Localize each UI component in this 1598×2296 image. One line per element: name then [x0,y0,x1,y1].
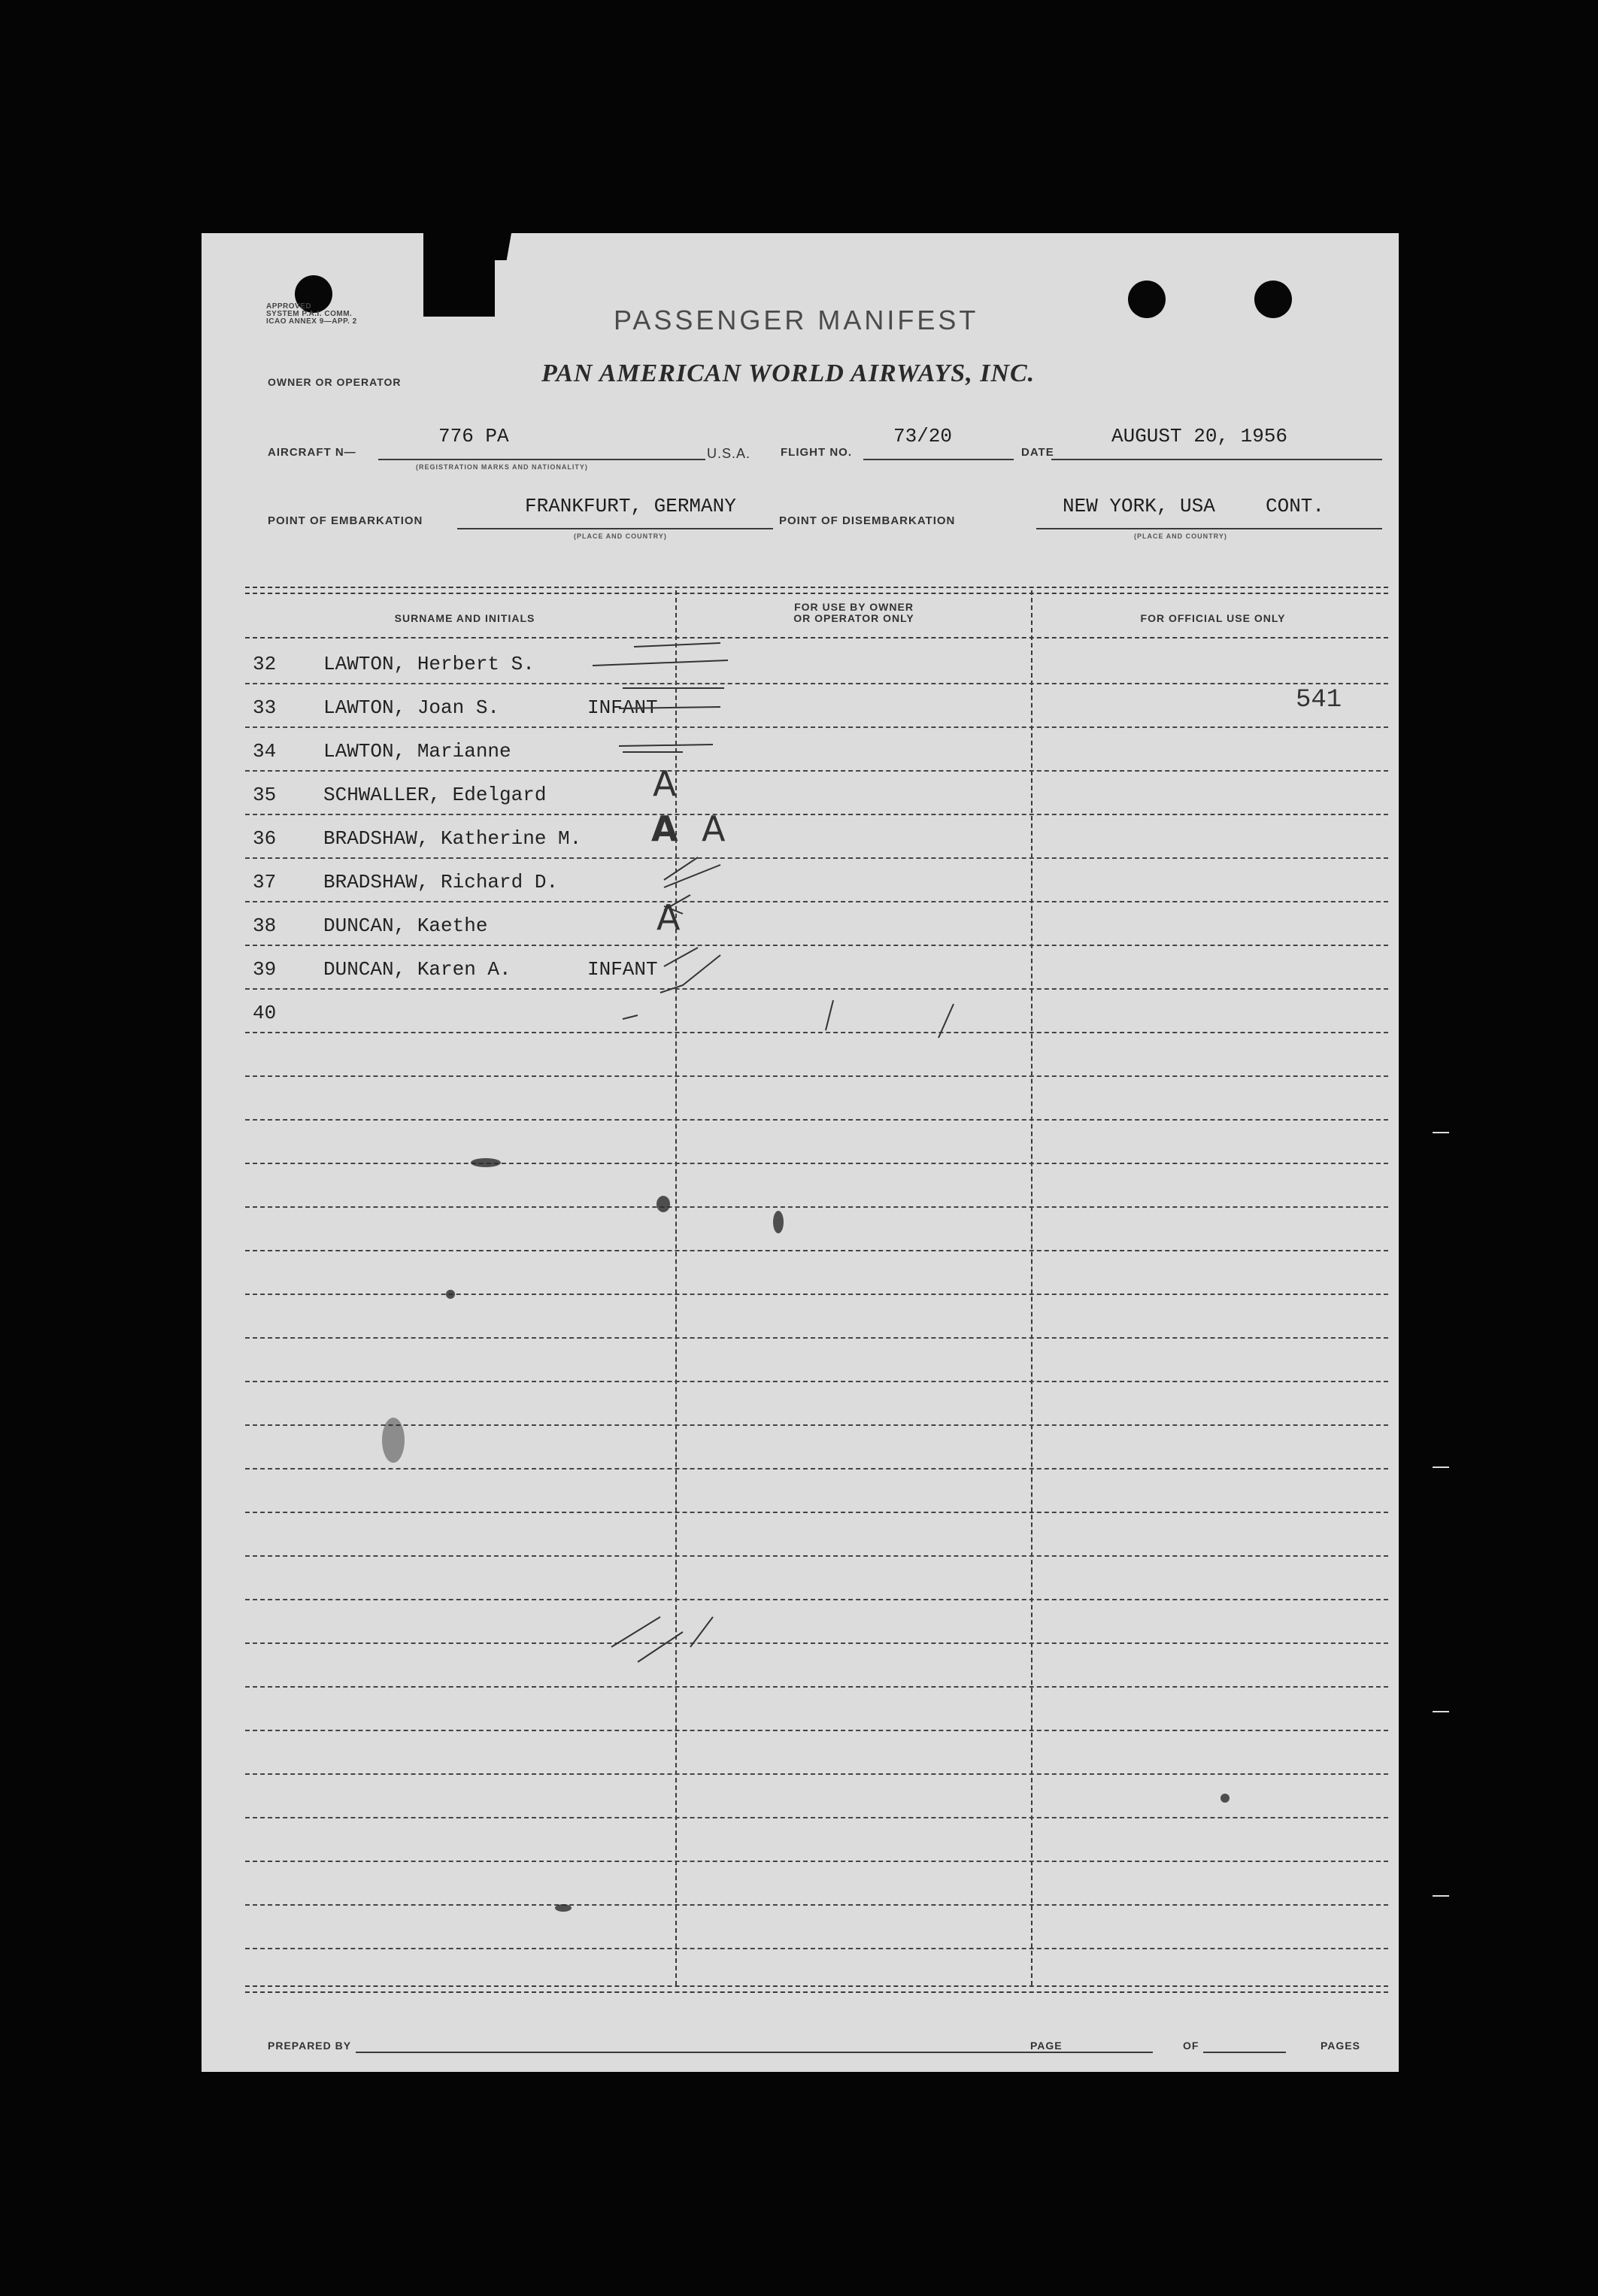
handwritten-mark: A [653,763,677,804]
row-number: 34 [253,740,277,763]
pages-label: PAGES [1321,2040,1360,2052]
ink-smudge [1220,1794,1230,1803]
passenger-name: LAWTON, Herbert S. [323,653,535,675]
date-label: DATE [1021,446,1054,459]
of-label: OF [1183,2040,1199,2052]
film-edge-mark [1433,1895,1449,1897]
row-number: 37 [253,871,277,893]
ink-smudge [382,1418,405,1463]
embarkation-label: POINT OF EMBARKATION [268,514,423,527]
row-number: 32 [253,653,277,675]
flight-label: FLIGHT NO. [781,446,852,459]
prepared-by-label: PREPARED BY [268,2040,352,2052]
surname-column-header: SURNAME AND INITIALS [394,612,535,624]
passenger-note: INFANT [587,958,658,981]
operator-name: PAN AMERICAN WORLD AIRWAYS, INC. [541,359,1036,387]
passenger-note: INFANT [587,696,658,719]
embarkation-note: (PLACE AND COUNTRY) [574,532,667,540]
passenger-name: DUNCAN, Karen A. [323,958,511,981]
passenger-name: LAWTON, Joan S. [323,696,500,719]
passenger-name: LAWTON, Marianne [323,740,511,763]
official-use-column-header: FOR OFFICIAL USE ONLY [1140,612,1286,624]
passenger-name: DUNCAN, Kaethe [323,914,488,937]
handwritten-mark: A [702,808,726,849]
owner-label: OWNER OR OPERATOR [268,376,402,388]
row-number: 35 [253,784,277,806]
official-number: 541 [1296,686,1342,714]
page-underline [1070,2052,1153,2053]
approval-stamp: APPROVED SYSTEM P.A.I. COMM. ICAO ANNEX 9—APP. 2 [266,302,357,326]
manifest-sheet [202,233,1399,2072]
disembarkation-label: POINT OF DISEMBARKATION [779,514,956,527]
row-number: 33 [253,696,277,719]
film-edge-mark [1433,1466,1449,1468]
prepared-by-underline [356,2052,1108,2053]
page-label: PAGE [1030,2040,1063,2052]
ink-smudge [446,1290,455,1299]
disembarkation-note: (PLACE AND COUNTRY) [1134,532,1227,540]
embarkation-value: FRANKFURT, GERMANY [525,495,736,517]
aircraft-value: 776 PA [438,425,509,447]
of-underline [1203,2052,1286,2053]
ink-smudge [773,1211,784,1233]
registration-note: (REGISTRATION MARKS AND NATIONALITY) [416,463,588,471]
film-edge-mark [1433,1132,1449,1133]
aircraft-label: AIRCRAFT N— [268,446,356,459]
flight-value: 73/20 [893,425,953,447]
handwritten-checkmarks [202,233,1399,2072]
passenger-name: BRADSHAW, Richard D. [323,871,559,893]
handwritten-mark: A [651,808,678,849]
passenger-name: BRADSHAW, Katherine M. [323,827,582,850]
ink-smudge [555,1904,572,1912]
country-label: U.S.A. [707,446,751,461]
passenger-name: SCHWALLER, Edelgard [323,784,547,806]
table-bottom-border [245,1985,1388,1993]
row-number: 40 [253,1002,277,1024]
form-title: PASSENGER MANIFEST [614,305,979,335]
disembarkation-extra: CONT. [1266,495,1325,517]
owner-use-column-header: FOR USE BY OWNER OR OPERATOR ONLY [793,601,914,624]
row-number: 39 [253,958,277,981]
film-edge-mark [1433,1711,1449,1712]
row-number: 38 [253,914,277,937]
disembarkation-value: NEW YORK, USA [1063,495,1215,517]
date-value: AUGUST 20, 1956 [1111,425,1288,447]
row-number: 36 [253,827,277,850]
ink-smudge [656,1196,670,1212]
ink-smudge [471,1158,501,1167]
handwritten-mark: A [656,897,681,938]
